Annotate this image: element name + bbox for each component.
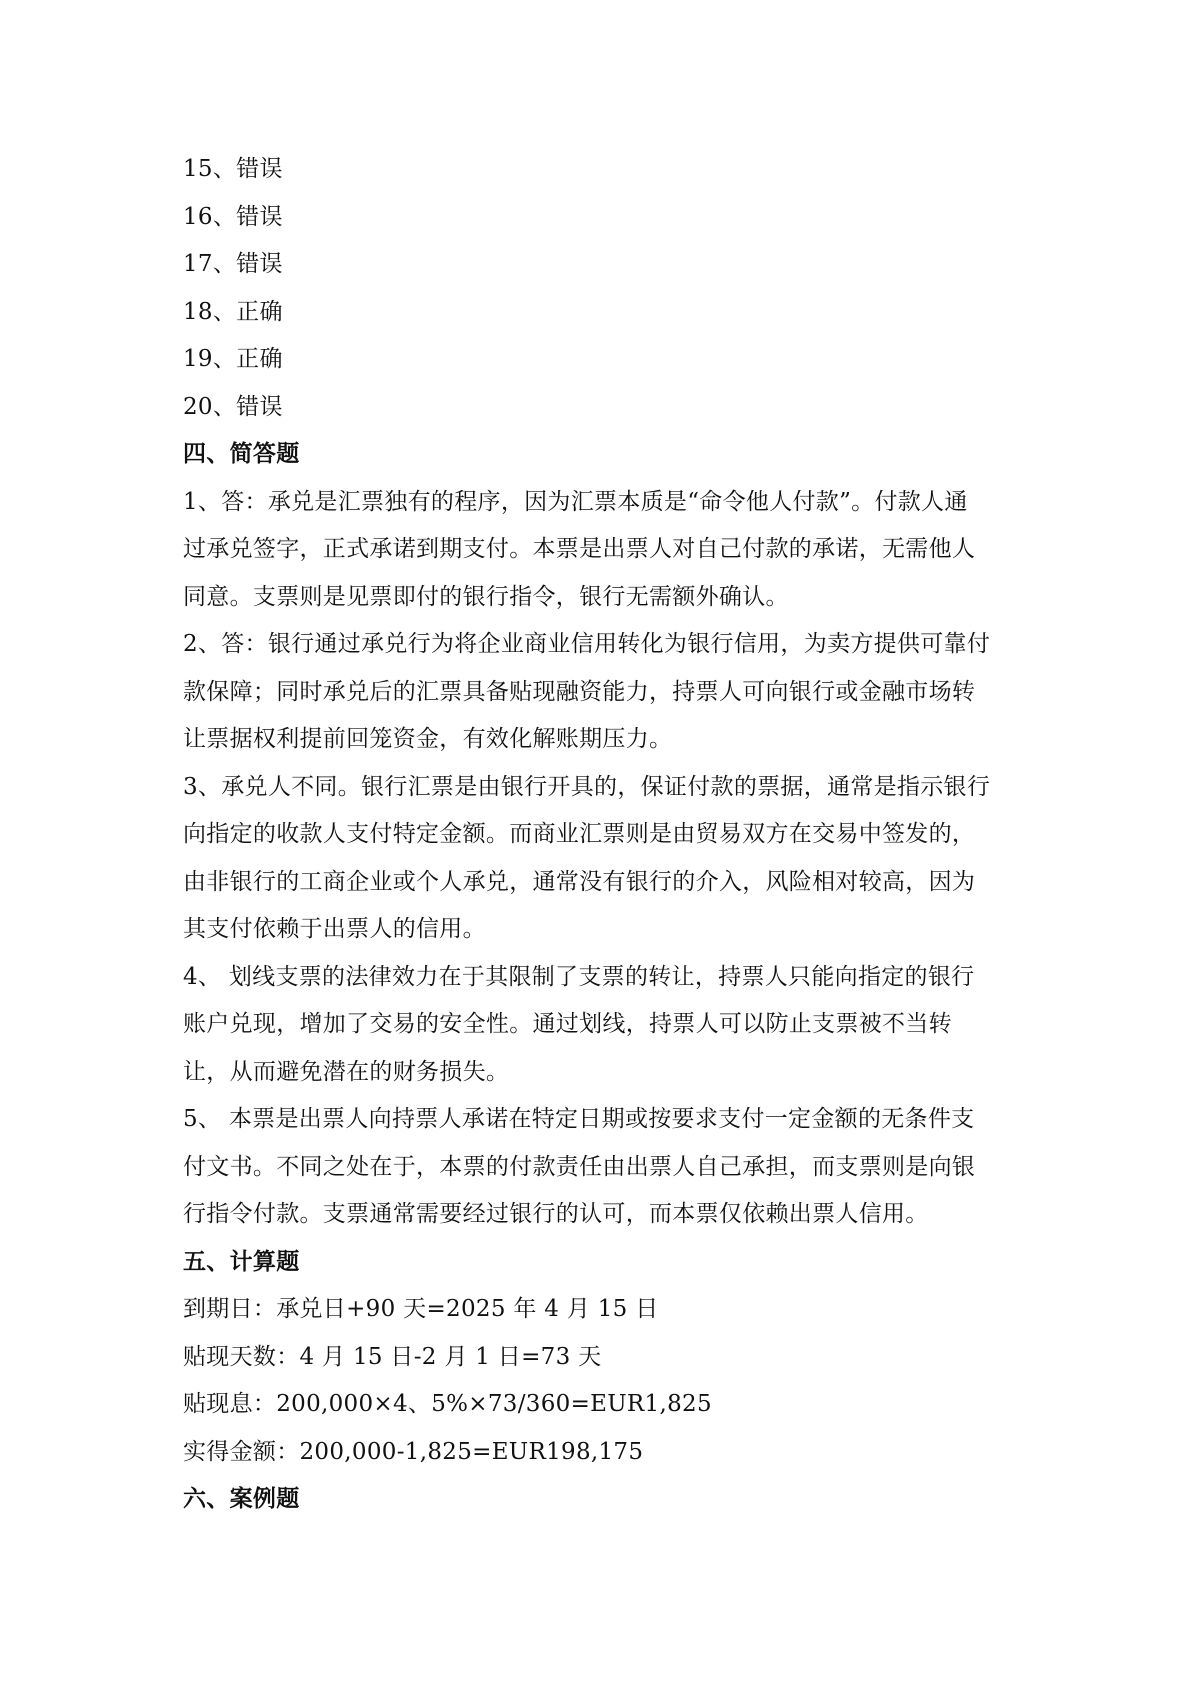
paragraph-line: 其支付依赖于出票人的信用。 (183, 916, 486, 942)
paragraph-line: 款保障；同时承兑后的汇票具备贴现融资能力，持票人可向银行或金融市场转 (183, 678, 976, 705)
short-answer-4 (183, 954, 1013, 1097)
calculation-line: 贴现天数：4 月 15 日-2 月 1 日=73 天 (183, 1343, 602, 1370)
paragraph-line: 同意。支票则是见票即付的银行指令，银行无需额外确认。 (183, 583, 789, 610)
paragraph-line: 行指令付款。支票通常需要经过银行的认可，而本票仅依赖出票人信用。 (183, 1201, 929, 1227)
paragraph-line: 让票据权利提前回笼资金，有效化解账期压力。 (183, 726, 673, 752)
paragraph-line: 付文书。不同之处在于，本票的付款责任由出票人自己承担，而支票则是向银 (183, 1153, 976, 1180)
paragraph-line: 让，从而避免潜在的财务损失。 (183, 1058, 510, 1085)
calculation-line: 贴现息：200,000×4、5%×73/360=EUR1,825 (183, 1391, 712, 1417)
answer-line: 19、正确 (183, 346, 283, 372)
answer-line: 16、错误 (183, 203, 283, 230)
document-page (183, 146, 1013, 1524)
short-answer-2 (183, 621, 1013, 764)
answer-line: 20、错误 (183, 393, 283, 420)
section-heading-case-study: 六、案例题 (183, 1486, 300, 1512)
calculation-line: 实得金额：200,000-1,825=EUR198,175 (183, 1438, 644, 1465)
short-answer-5 (183, 1096, 1013, 1239)
paragraph-line: 4、 划线支票的法律效力在于其限制了支票的转让，持票人只能向指定的银行 (183, 963, 975, 990)
paragraph-line: 过承兑签字，正式承诺到期支付。本票是出票人对自己付款的承诺，无需他人 (183, 536, 976, 562)
paragraph-line: 2、答：银行通过承兑行为将企业商业信用转化为银行信用，为卖方提供可靠付 (183, 631, 991, 657)
answer-line: 17、错误 (183, 251, 283, 277)
section-heading-calculation: 五、计算题 (183, 1248, 300, 1275)
section-heading-short-answer: 四、简答题 (183, 441, 300, 467)
paragraph-line: 向指定的收款人支付特定金额。而商业汇票则是由贸易双方在交易中签发的， (183, 821, 976, 847)
answer-line: 15、错误 (183, 156, 283, 182)
judge-answers (183, 146, 1013, 431)
paragraph-line: 1、答：承兑是汇票独有的程序，因为汇票本质是“命令他人付款”。付款人通 (183, 488, 968, 515)
paragraph-line: 账户兑现，增加了交易的安全性。通过划线，持票人可以防止支票被不当转 (183, 1011, 952, 1037)
paragraph-line: 由非银行的工商企业或个人承兑，通常没有银行的介入，风险相对较高，因为 (183, 868, 976, 895)
calculation-answer (183, 1286, 1013, 1476)
short-answer-1 (183, 479, 1013, 622)
answer-line: 18、正确 (183, 298, 283, 325)
calculation-line: 到期日：承兑日+90 天=2025 年 4 月 15 日 (183, 1296, 659, 1322)
short-answer-3 (183, 764, 1013, 954)
paragraph-line: 3、承兑人不同。银行汇票是由银行开具的，保证付款的票据，通常是指示银行 (183, 773, 991, 800)
paragraph-line: 5、 本票是出票人向持票人承诺在特定日期或按要求支付一定金额的无条件支 (183, 1106, 975, 1132)
